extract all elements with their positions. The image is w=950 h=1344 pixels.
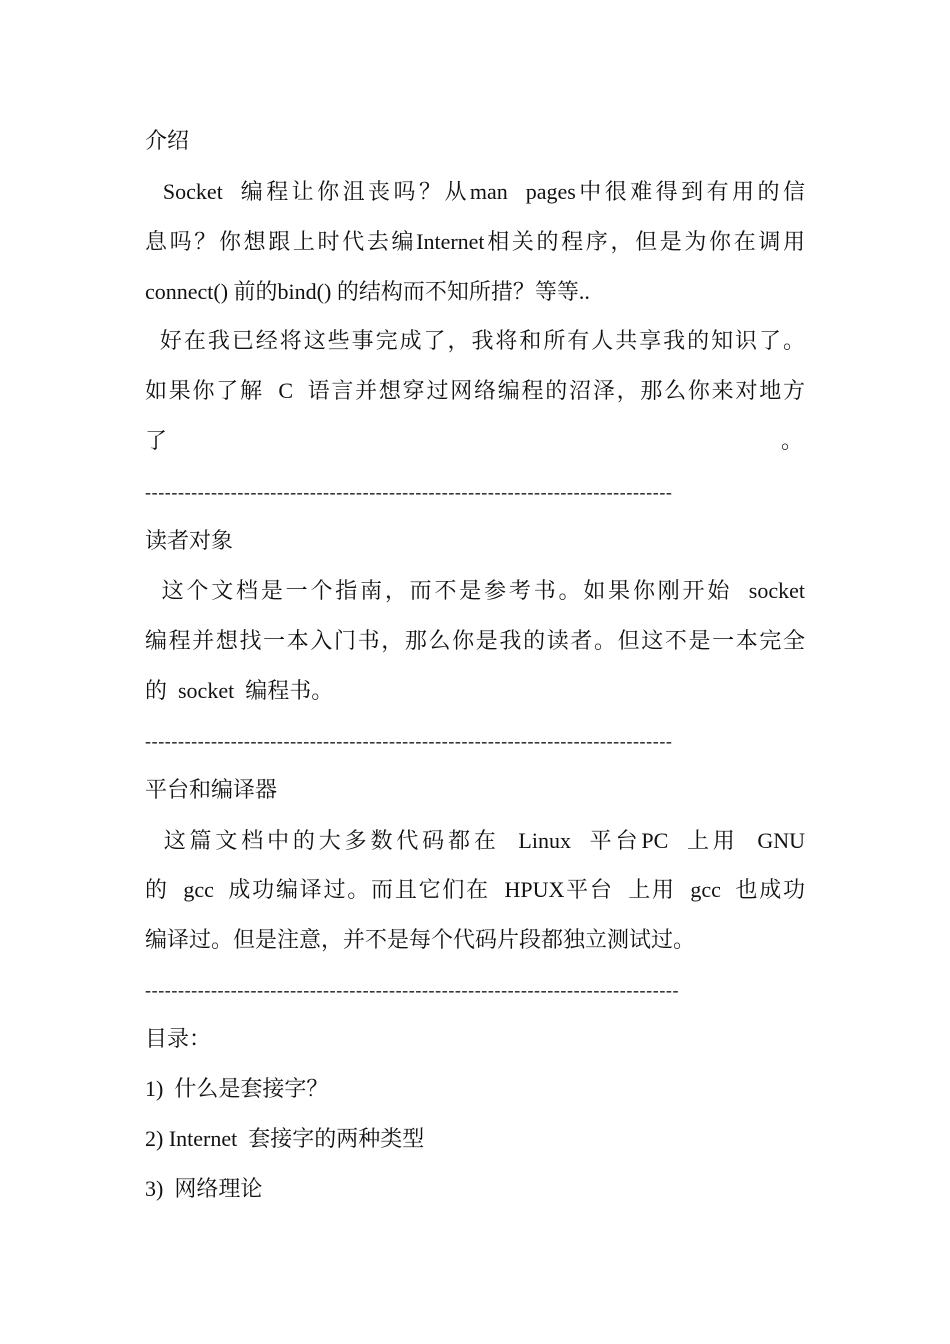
section-heading-intro: 介绍 <box>145 128 190 153</box>
paragraph-line: connect() 前的bind() 的结构而不知所措？等等.. <box>145 279 590 304</box>
paragraph-line: 如果你了解 C 语言并想穿过网络编程的沼泽，那么你来对地方 <box>145 378 805 403</box>
paragraph-line: 这个文档是一个指南，而不是参考书。如果你刚开始 socket <box>145 578 805 603</box>
paragraph-line: 这篇文档中的大多数代码都在 Linux 平台PC 上用 GNU <box>145 828 805 853</box>
divider-rule: -------------------------------------------------------------------------------- <box>145 482 673 502</box>
paragraph-line-period: 。 <box>781 428 804 453</box>
paragraph-line: 好在我已经将这些事完成了，我将和所有人共享我的知识了。 <box>145 328 805 353</box>
toc-item: 3) 网络理论 <box>145 1176 263 1201</box>
toc-item: 1) 什么是套接字？ <box>145 1076 329 1101</box>
paragraph-line: 的 socket 编程书。 <box>145 678 334 703</box>
paragraph-line: 编译过。但是注意，并不是每个代码片段都独立测试过。 <box>145 927 696 952</box>
divider-rule: -------------------------------------------------------------------------------- <box>145 731 673 751</box>
toc-item: 2) Internet 套接字的两种类型 <box>145 1126 425 1151</box>
divider-rule: --------------------------------------------------------------------------------- <box>145 980 680 1000</box>
paragraph-line: 编程并想找一本入门书，那么你是我的读者。但这不是一本完全 <box>145 628 805 653</box>
paragraph-line: 的 gcc 成功编译过。而且它们在 HPUX平台 上用 gcc 也成功 <box>145 877 805 902</box>
section-heading-audience: 读者对象 <box>145 528 234 553</box>
paragraph-line: Socket 编程让你沮丧吗？从man pages中很难得到有用的信 <box>145 179 805 204</box>
paragraph-line: 了 <box>145 428 168 453</box>
paragraph-line: 息吗？你想跟上时代去编Internet相关的程序，但是为你在调用 <box>145 229 805 254</box>
section-heading-toc: 目录： <box>145 1026 212 1051</box>
section-heading-platform: 平台和编译器 <box>145 777 278 802</box>
